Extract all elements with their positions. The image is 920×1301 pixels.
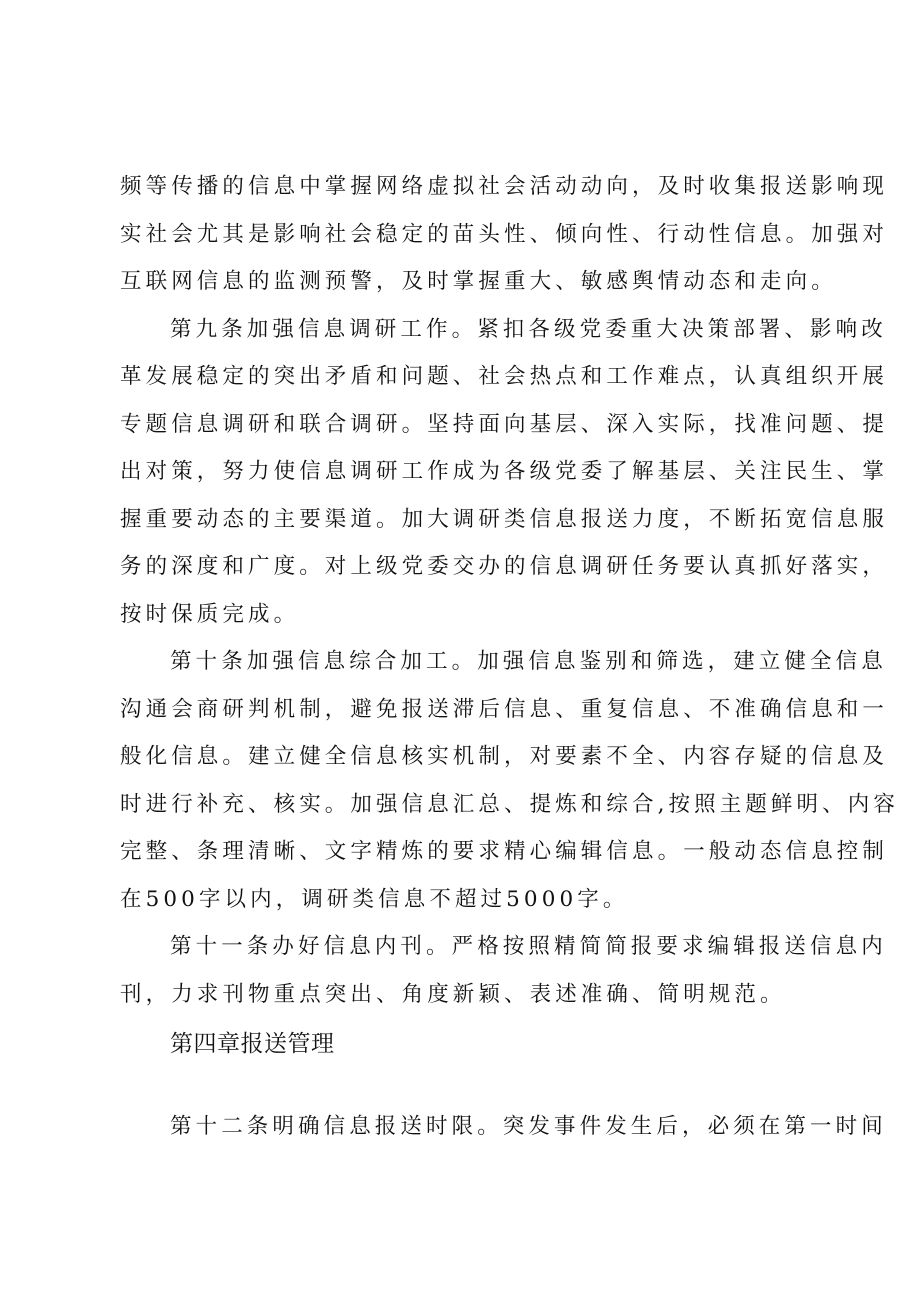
paragraph-3-line-6: 在500字以内，调研类信息不超过5000字。 <box>120 887 629 912</box>
paragraph-1-line-2: 实社会尤其是影响社会稳定的苗头性、倾向性、行动性信息。加强对 <box>120 222 889 247</box>
paragraph-2-line-1: 第九条加强信息调研工作。紧扣各级党委重大决策部署、影响改 <box>170 317 887 342</box>
paragraph-2-line-7: 按时保质完成。 <box>120 602 300 627</box>
paragraph-4-line-1: 第十一条办好信息内刊。严格按照精简简报要求编辑报送信息内 <box>170 934 887 959</box>
paragraph-3-line-5: 完整、条理清晰、文字精炼的要求精心编辑信息。一般动态信息控制 <box>120 839 889 864</box>
paragraph-2-line-5: 握重要动态的主要渠道。加大调研类信息报送力度，不断拓宽信息服 <box>120 507 889 532</box>
paragraph-5-line-1: 第十二条明确信息报送时限。突发事件发生后，必须在第一时间 <box>170 1114 887 1139</box>
paragraph-2-line-6: 务的深度和广度。对上级党委交办的信息调研任务要认真抓好落实， <box>120 554 889 579</box>
paragraph-3-line-3: 般化信息。建立健全信息核实机制，对要素不全、内容存疑的信息及 <box>120 744 889 769</box>
paragraph-3-line-4: 时进行补充、核实。加强信息汇总、提炼和综合,按照主题鲜明、内容 <box>120 792 899 817</box>
paragraph-3-line-2: 沟通会商研判机制，避免报送滞后信息、重复信息、不准确信息和一 <box>120 697 889 722</box>
chapter-heading: 第四章报送管理 <box>170 1031 335 1057</box>
paragraph-4-line-2: 刊，力求刊物重点突出、角度新颖、表述准确、简明规范。 <box>120 982 786 1007</box>
paragraph-2-line-4: 出对策，努力使信息调研工作成为各级党委了解基层、关注民生、掌 <box>120 459 889 484</box>
paragraph-1-line-3: 互联网信息的监测预警，及时掌握重大、敏感舆情动态和走向。 <box>120 269 837 294</box>
paragraph-2-line-3: 专题信息调研和联合调研。坚持面向基层、深入实际，找准问题、提 <box>120 412 889 437</box>
paragraph-3-line-1: 第十条加强信息综合加工。加强信息鉴别和筛选，建立健全信息 <box>170 649 887 674</box>
paragraph-2-line-2: 革发展稳定的突出矛盾和问题、社会热点和工作难点，认真组织开展 <box>120 364 889 389</box>
paragraph-1-line-1: 频等传播的信息中掌握网络虚拟社会活动动向，及时收集报送影响现 <box>120 174 889 199</box>
